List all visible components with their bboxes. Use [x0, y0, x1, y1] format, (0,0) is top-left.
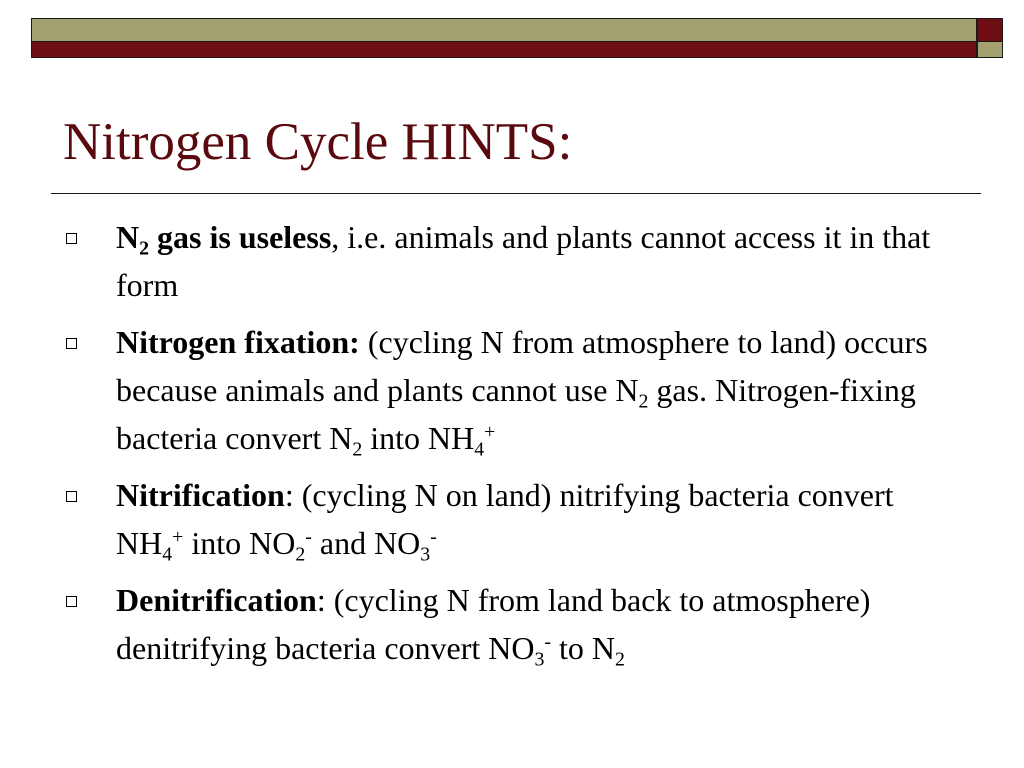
- bullet-run: into NO: [183, 525, 296, 561]
- bullet-run: , i.e. animals and plants cannot access it in that form: [116, 219, 931, 303]
- bullet-run: 2: [295, 543, 306, 566]
- header-bar-olive: [31, 18, 977, 41]
- bullet-text: [116, 582, 871, 671]
- bullet-text: [116, 219, 930, 303]
- bullet-run: 4: [474, 438, 485, 461]
- bullet-run: 3: [420, 543, 431, 566]
- bullet-run: -: [305, 526, 312, 549]
- square-bullet-icon: [66, 338, 77, 349]
- bullet-run: 2: [352, 438, 363, 461]
- bullet-run: Denitrification: [116, 582, 317, 618]
- slide-title: Nitrogen Cycle HINTS:: [63, 113, 573, 171]
- bullet-run: and NO: [311, 525, 421, 561]
- bullet-run: -: [430, 526, 437, 549]
- bullet-run: Nitrogen fixation:: [116, 324, 360, 360]
- bullet-run: N: [116, 219, 140, 255]
- bullet-item: [63, 318, 963, 462]
- bullet-run: (cycling N from atmosphere to land) occurs because animals and plants cannot use N: [116, 324, 928, 408]
- bullet-run: : (cycling N on land) nitrifying bacteria convert NH: [116, 477, 894, 561]
- square-bullet-icon: [66, 233, 77, 244]
- bullet-item: [63, 213, 963, 309]
- bullet-run: +: [172, 526, 184, 549]
- title-divider: [51, 193, 981, 194]
- bullet-run: 4: [162, 543, 173, 566]
- bullet-item: [63, 576, 963, 672]
- corner-square-maroon: [977, 18, 1003, 41]
- bullet-list: [63, 213, 963, 681]
- square-bullet-icon: [66, 596, 77, 607]
- bullet-run: into NH: [362, 420, 475, 456]
- bullet-run: to N: [551, 630, 616, 666]
- bullet-run: : (cycling N from land back to atmosphere) denitrifying bacteria convert NO: [116, 582, 871, 666]
- bullet-item: [63, 471, 963, 567]
- header-bar-maroon: [31, 41, 977, 58]
- bullet-run: 2: [638, 390, 649, 413]
- bullet-text: [116, 324, 928, 461]
- bullet-run: 2: [139, 237, 150, 260]
- bullet-run: gas. Nitrogen-fixing bacteria convert N: [116, 372, 916, 456]
- bullet-text: [116, 477, 894, 566]
- bullet-run: 3: [534, 648, 545, 671]
- bullet-run: -: [544, 631, 552, 654]
- square-bullet-icon: [66, 491, 77, 502]
- bullet-run: +: [484, 421, 496, 444]
- bullet-run: 2: [615, 648, 625, 671]
- bullet-run: gas is useless: [149, 219, 332, 255]
- corner-square-olive: [977, 41, 1003, 58]
- bullet-run: Nitrification: [116, 477, 285, 513]
